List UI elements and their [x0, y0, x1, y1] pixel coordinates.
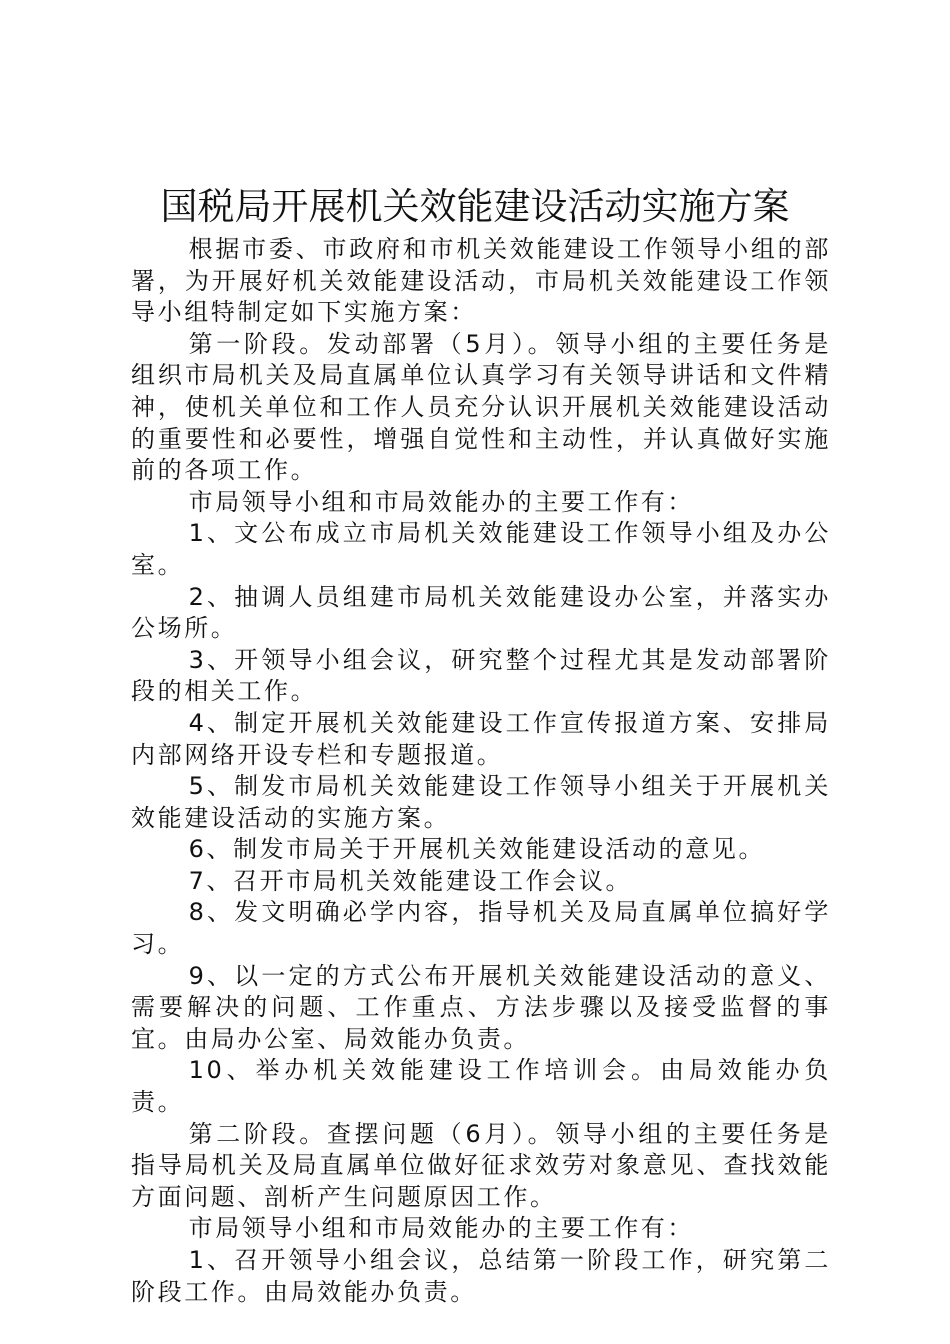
paragraph-stage-one: 第一阶段。发动部署（5月）。领导小组的主要任务是组织市局机关及局直属单位认真学习有关领导讲话和文件精神，使机关单位和工作人员充分认识开展机关效能建设活动的重要性和必要性，增强自觉性和主动性，并认真做好实施前的各项工作。	[131, 329, 831, 485]
list-item: 7、召开市局机关效能建设工作会议。	[188, 866, 633, 895]
list-item: 8、发文明确必学内容，指导机关及局直属单位搞好学习。	[131, 898, 831, 959]
list-item: 9、以一定的方式公布开展机关效能建设活动的意义、需要解决的问题、工作重点、方法步骤以及接受监督的事宜。由局办公室、局效能办负责。	[131, 961, 831, 1053]
list-item: 5、制发市局机关效能建设工作领导小组关于开展机关效能建设活动的实施方案。	[131, 772, 831, 832]
list-item: 1、召开领导小组会议，总结第一阶段工作，研究第二阶段工作。由局效能办负责。	[131, 1246, 831, 1306]
document-body	[131, 234, 831, 1308]
list-item: 3、开领导小组会议，研究整个过程尤其是发动部署阶段的相关工作。	[131, 645, 831, 706]
paragraph-main-work-heading: 市局领导小组和市局效能办的主要工作有：	[188, 1214, 694, 1243]
paragraph-intro: 根据市委、市政府和市机关效能建设工作领导小组的部署，为开展好机关效能建设活动，市局机关效能建设工作领导小组特制定如下实施方案：	[131, 235, 831, 327]
list-item: 4、制定开展机关效能建设工作宣传报道方案、安排局内部网络开设专栏和专题报道。	[131, 708, 831, 769]
list-item: 2、抽调人员组建市局机关效能建设办公室，并落实办公场所。	[131, 582, 831, 643]
list-item: 1、文公布成立市局机关效能建设工作领导小组及办公室。	[131, 519, 831, 579]
paragraph-stage-two: 第二阶段。查摆问题（6月）。领导小组的主要任务是指导局机关及局直属单位做好征求效劳对象意见、查找效能方面问题、剖析产生问题原因工作。	[131, 1119, 831, 1211]
list-item: 6、制发市局关于开展机关效能建设活动的意见。	[188, 835, 766, 864]
paragraph-main-work-heading: 市局领导小组和市局效能办的主要工作有：	[188, 487, 694, 516]
list-item: 10、举办机关效能建设工作培训会。由局效能办负责。	[131, 1056, 831, 1117]
document-title: 国税局开展机关效能建设活动实施方案	[160, 185, 790, 228]
